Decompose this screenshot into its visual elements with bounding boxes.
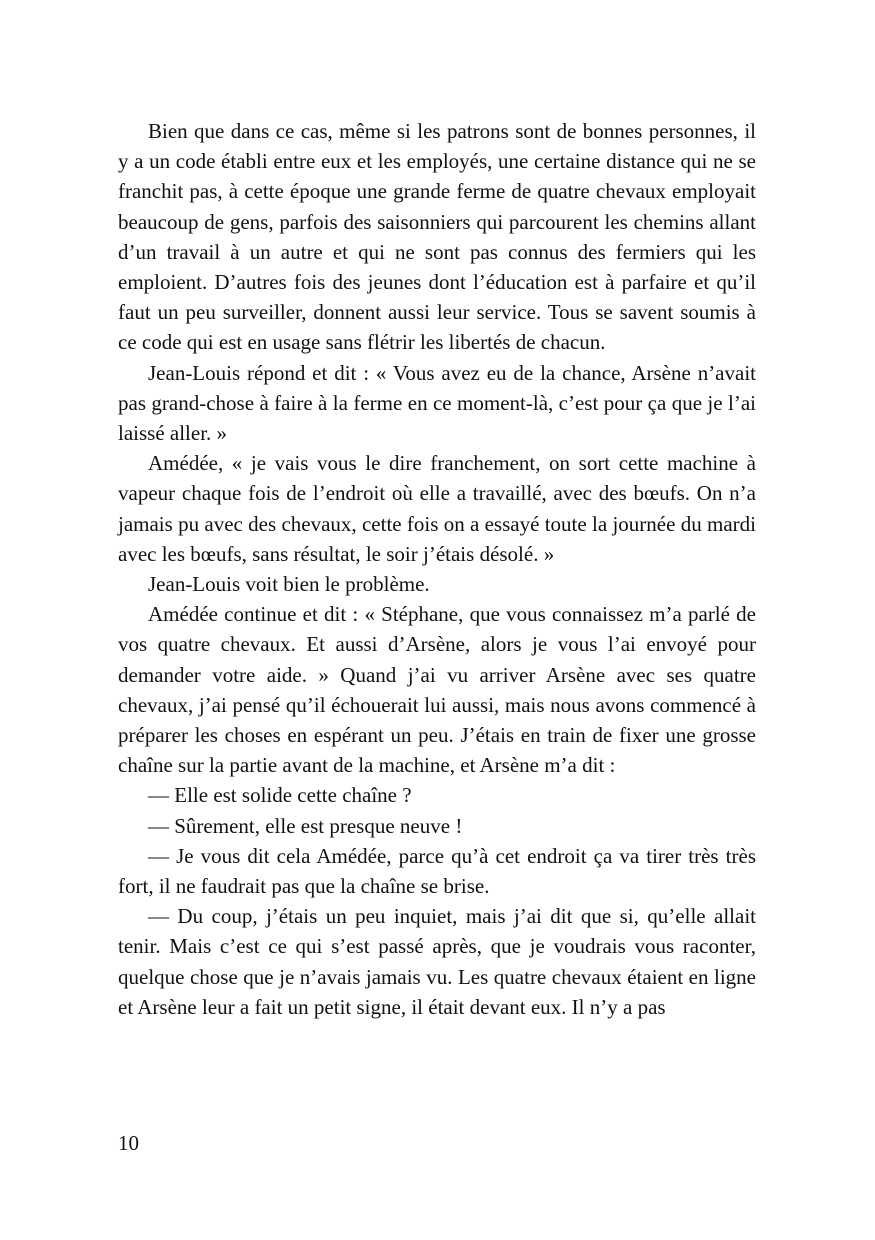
paragraph: Bien que dans ce cas, même si les patrons sont de bonnes personnes, il y a un code établi entre eux et les employés, une certaine distance qui ne se franchit pas, à cette époque une grande ferme de quatre chevaux employait beaucoup de gens, parfois des saisonniers qui parcourent les chemins allant d’un travail à un autre et qui ne sont pas connus des fermiers qui les emploient. D’autres fois des jeunes dont l’éducation est à parfaire et qu’il faut un peu surveiller, donnent aussi leur service. Tous se savent soumis à ce code qui est en usage sans flétrir les libertés de chacun. (118, 119, 756, 355)
paragraph: Amédée continue et dit : « Stéphane, que vous connaissez m’a parlé de vos quatre chevaux. Et aussi d’Arsène, alors je vous l’ai envoyé pour demander votre aide. » Quand j’ai vu arriver Arsène avec ses quatre chevaux, j’ai pensé qu’il échouerait lui aussi, mais nous avons commencé à préparer les choses en espérant un peu. J’étais en train de fixer une grosse chaîne sur la partie avant de la machine, et Arsène m’a dit : (118, 602, 756, 778)
paragraph: Jean-Louis voit bien le problème. (148, 572, 430, 597)
dialogue-line: — Du coup, j’étais un peu inquiet, mais j’ai dit que si, qu’elle allait tenir. Mais c’est ce qui s’est passé après, que je voudrais vous raconter, quelque chose que je n’avais jamais vu. Les quatre chevaux étaient en ligne et Arsène leur a fait un petit signe, il était devant eux. Il n’y a pas (118, 904, 756, 1019)
dialogue-line: — Sûrement, elle est presque neuve ! (148, 813, 463, 838)
paragraph: Jean-Louis répond et dit : « Vous avez eu de la chance, Arsène n’avait pas grand-chose à faire à la ferme en ce moment-là, c’est pour ça que je l’ai laissé aller. » (118, 360, 756, 446)
dialogue-line: — Elle est solide cette chaîne ? (148, 783, 412, 808)
page-number: 10 (118, 1131, 139, 1155)
paragraph: Amédée, « je vais vous le dire franchement, on sort cette machine à vapeur chaque fois de l’endroit où elle a travaillé, avec des bœufs. On n’a jamais pu avec des chevaux, cette fois on a essayé toute la journée du mardi avec les bœufs, sans résultat, le soir j’étais désolé. » (118, 451, 756, 566)
body-text (118, 116, 756, 1022)
dialogue-line: — Je vous dit cela Amédée, parce qu’à cet endroit ça va tirer très très fort, il ne faudrait pas que la chaîne se brise. (118, 843, 756, 899)
